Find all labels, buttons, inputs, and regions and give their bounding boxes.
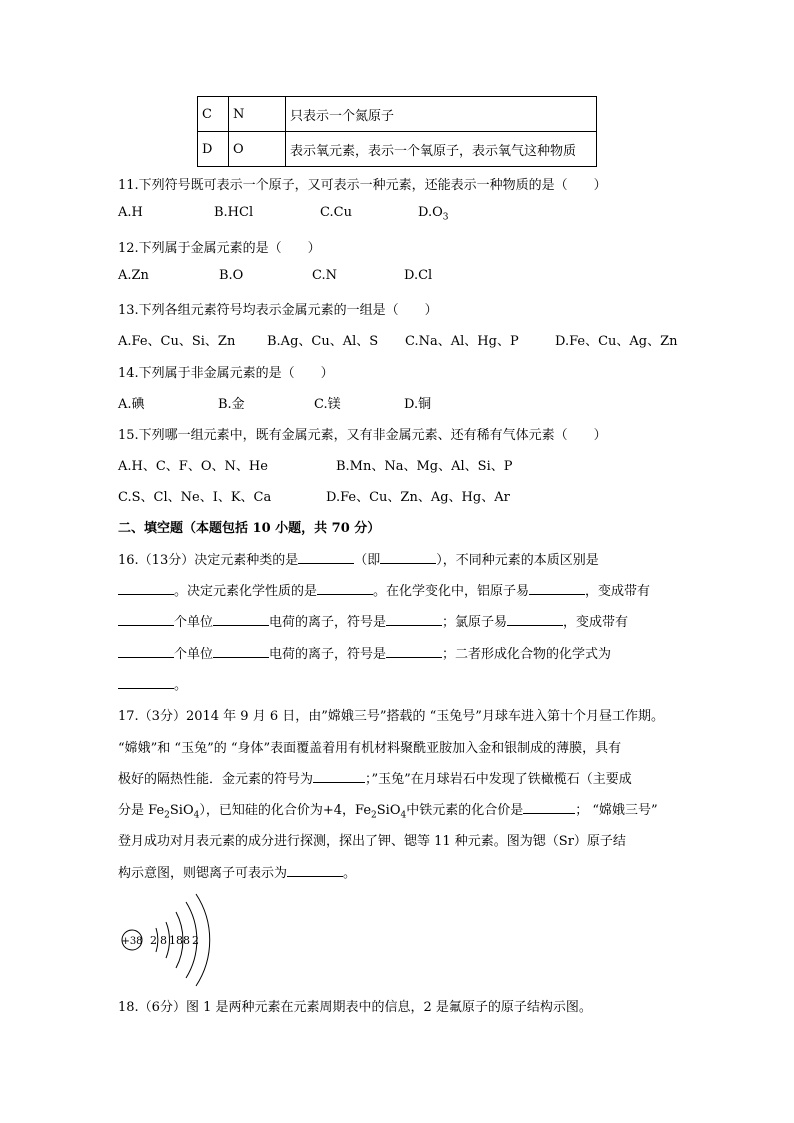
q12-option-c: C.N — [312, 268, 337, 283]
answer-blank — [213, 643, 269, 658]
answer-blank — [118, 674, 174, 689]
table-row — [198, 97, 597, 132]
answer-blank — [213, 611, 269, 626]
nucleus-charge: +38 — [121, 936, 143, 947]
q16-line-3: 个单位 电荷的离子，符号是 ；氯原子易 ，变成带有 — [118, 611, 628, 630]
q16-line-5: 。 — [118, 674, 187, 693]
answer-blank — [118, 580, 174, 595]
q17-line-4: 分是 $Fe_2SiO_4$），已知硅的化合价为+4，$Fe_2SiO_4$中铁元素的化合价是 ； “嫦娥三号” — [118, 799, 658, 821]
shell-electron-count: 8 — [160, 934, 167, 947]
q14-stem: 14.下列属于非金属元素的是（ ） — [118, 366, 334, 381]
symbol-cell: O — [229, 132, 286, 167]
q11-stem: 11.下列符号既可表示一个原子，又可表示一种元素，还能表示一种物质的是（ ） — [118, 178, 607, 193]
q17-line-3: 极好的隔热性能．金元素的符号为 ；”玉兔”在月球岩石中发现了铁橄榄石（主要成 — [118, 768, 632, 787]
answer-blank — [386, 643, 442, 658]
q13-stem: 13.下列各组元素符号均表示金属元素的一组是（ ） — [118, 303, 438, 318]
q12-option-b: B.O — [219, 268, 244, 283]
q13-option-a: A.Fe、Cu、Si、Zn — [118, 334, 236, 349]
q17-line-2: “嫦娥”和 “玉兔”的 “身体”表面覆盖着用有机材料聚酰亚胺加入金和银制成的薄膜，具有 — [118, 741, 622, 756]
meaning-cell: 只表示一个氮原子 — [286, 97, 597, 132]
q15-option-d: D.Fe、Cu、Zn、Ag、Hg、Ar — [326, 490, 510, 505]
q15-option-c: C.S、Cl、Ne、I、K、Ca — [118, 490, 272, 505]
answer-blank — [507, 611, 563, 626]
options-table — [197, 96, 597, 167]
option-letter: C — [198, 97, 229, 132]
q12-stem: 12.下列属于金属元素的是（ ） — [118, 241, 321, 256]
shell-electron-count: 8 — [183, 934, 190, 947]
q14-option-a: A.碘 — [118, 397, 145, 412]
q14-option-b: B.金 — [218, 397, 245, 412]
table-row — [198, 132, 597, 167]
q14-option-c: C.镁 — [314, 397, 341, 412]
q17-line-5: 登月成功对月表元素的成分进行探测，探出了钾、锶等 11 种元素。图为锶（Sr）原子结 — [118, 834, 626, 849]
strontium-atom-structure-diagram — [116, 890, 216, 990]
q13-option-c: C.Na、Al、Hg、P — [405, 334, 519, 349]
answer-blank — [386, 611, 442, 626]
shell-electron-count: 2 — [150, 934, 157, 947]
q12-option-a: A.Zn — [118, 268, 149, 283]
option-letter: D — [198, 132, 229, 167]
q11-option-a: A.H — [118, 205, 143, 220]
symbol-cell: N — [229, 97, 286, 132]
q13-option-d: D.Fe、Cu、Ag、Zn — [555, 334, 678, 349]
shell-electron-count: 18 — [169, 934, 183, 947]
answer-blank — [317, 580, 373, 595]
q18-line-1: 18.（6分）图 1 是两种元素在元素周期表中的信息，2 是氟原子的原子结构示图。 — [118, 1000, 592, 1015]
q17-line-1: 17.（3分）2014 年 9 月 6 日，由”嫦娥三号”搭载的 “玉兔号”月球车进入第十个月昼工作期。 — [118, 709, 664, 724]
answer-blank — [529, 580, 585, 595]
q11-option-d: $D.O_3$ — [418, 205, 449, 223]
q15-option-b: B.Mn、Na、Mg、Al、Si、P — [336, 459, 513, 474]
section-heading: 二、填空题（本题包括 10 小题，共 70 分） — [118, 521, 381, 536]
answer-blank — [523, 799, 575, 814]
q12-option-d: D.Cl — [404, 268, 433, 283]
q17-line-6: 构示意图，则锶离子可表示为 。 — [118, 862, 356, 881]
q15-stem: 15.下列哪一组元素中，既有金属元素，又有非金属元素、还有稀有气体元素（ ） — [118, 428, 607, 443]
q11-option-b: B.HCl — [214, 205, 254, 220]
q11-option-c: C.Cu — [320, 205, 352, 220]
q16-line-4: 个单位 电荷的离子，符号是 ；二者形成化合物的化学式为 — [118, 643, 611, 662]
answer-blank — [287, 862, 343, 877]
answer-blank — [118, 643, 174, 658]
answer-blank — [118, 611, 174, 626]
q15-option-a: A.H、C、F、O、N、He — [118, 459, 268, 474]
meaning-cell: 表示氧元素，表示一个氧原子，表示氧气这种物质 — [286, 132, 597, 167]
shell-electron-count: 2 — [192, 934, 199, 947]
q13-option-b: B.Ag、Cu、Al、S — [267, 334, 379, 349]
q16-line-1: 16.（13分）决定元素种类的是 （即 ），不同种元素的本质区别是 — [118, 549, 599, 568]
answer-blank — [298, 549, 354, 564]
q16-line-2: 。决定元素化学性质的是 。在化学变化中，铝原子易 ，变成带有 — [118, 580, 650, 599]
q14-option-d: D.铜 — [404, 397, 432, 412]
answer-blank — [380, 549, 436, 564]
answer-blank — [313, 768, 365, 783]
